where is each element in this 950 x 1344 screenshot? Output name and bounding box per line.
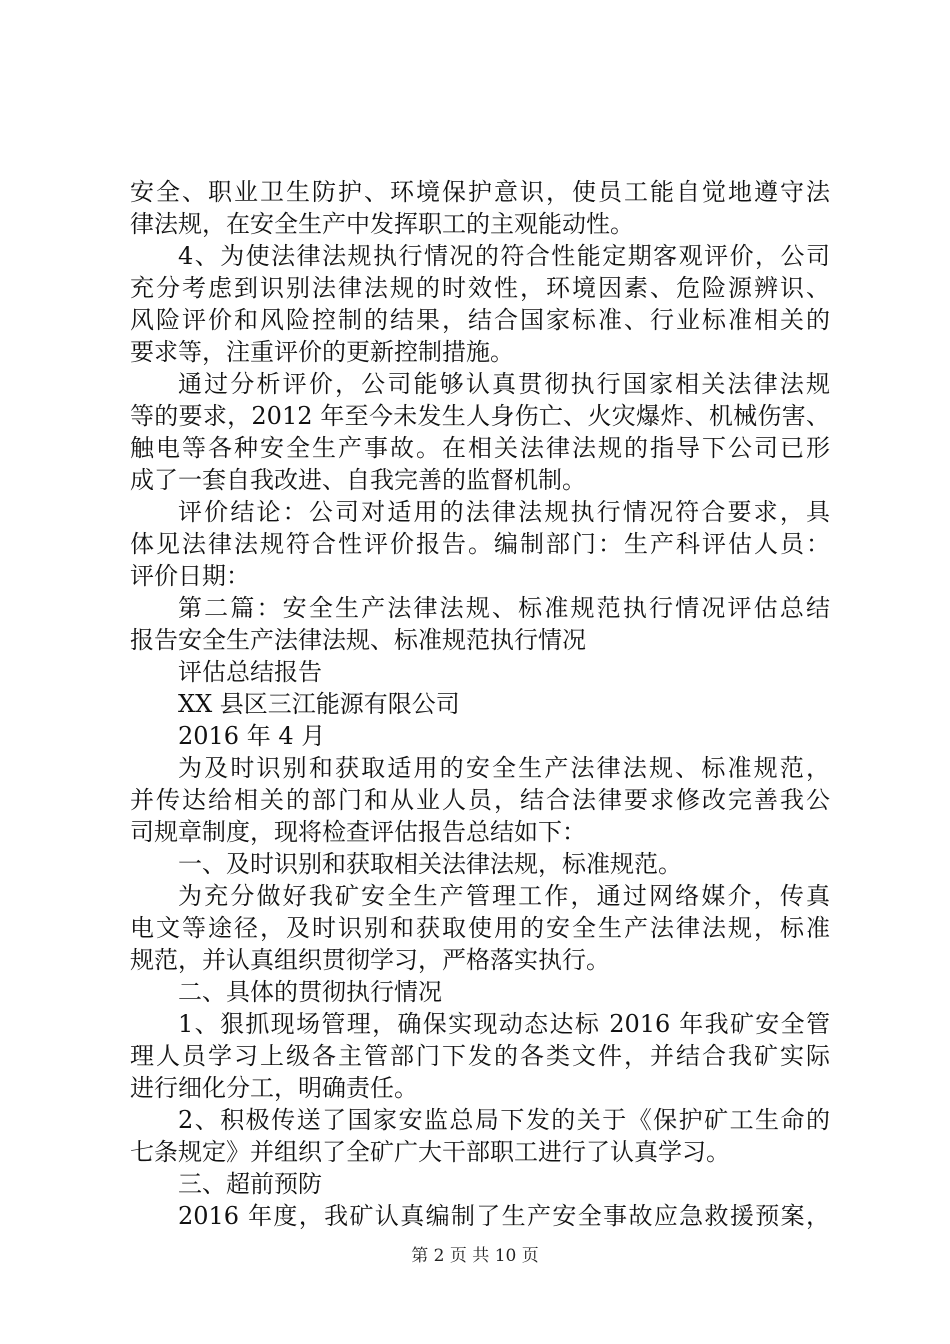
text-line: 为充分做好我矿安全生产管理工作，通过网络媒介，传真 bbox=[178, 882, 830, 910]
company-name: XX 县区三江能源有限公司 bbox=[178, 690, 460, 718]
text-line: 体见法律法规符合性评价报告。编制部门：生产科评估人员： bbox=[130, 530, 830, 558]
text-line: 充分考虑到识别法律法规的时效性，环境因素、危险源辨识、 bbox=[130, 274, 830, 302]
text-line: 七条规定》并组织了全矿广大干部职工进行了认真学习。 bbox=[130, 1138, 730, 1166]
text-line: 评价结论：公司对适用的法律法规执行情况符合要求，具 bbox=[178, 498, 830, 526]
text-line: 进行细化分工，明确责任。 bbox=[130, 1074, 418, 1102]
text-line: 4、为使法律法规执行情况的符合性能定期客观评价，公司 bbox=[178, 242, 830, 270]
text-line: 2016 年度，我矿认真编制了生产安全事故应急救援预案， bbox=[178, 1202, 830, 1230]
document-body bbox=[130, 176, 830, 1232]
page-number-footer: 第 2 页 共 10 页 bbox=[411, 1246, 539, 1266]
report-title: 评估总结报告 bbox=[178, 658, 322, 686]
text-line: 司规章制度，现将检查评估报告总结如下： bbox=[130, 818, 586, 846]
text-line: 要求等，注重评价的更新控制措施。 bbox=[130, 338, 514, 366]
text-line: 电文等途径，及时识别和获取使用的安全生产法律法规，标准 bbox=[130, 914, 830, 942]
text-line: 规范，并认真组织贯彻学习，严格落实执行。 bbox=[130, 946, 610, 974]
text-line: 风险评价和风险控制的结果，结合国家标准、行业标准相关的 bbox=[130, 306, 830, 334]
text-line: 等的要求，2012 年至今未发生人身伤亡、火灾爆炸、机械伤害、 bbox=[130, 402, 830, 430]
section-heading: 报告安全生产法律法规、标准规范执行情况 bbox=[130, 626, 586, 654]
section-heading: 第二篇：安全生产法律法规、标准规范执行情况评估总结 bbox=[178, 594, 830, 622]
text-line: 评价日期： bbox=[130, 562, 250, 590]
text-line: 律法规，在安全生产中发挥职工的主观能动性。 bbox=[130, 210, 634, 238]
report-date: 2016 年 4 月 bbox=[178, 722, 326, 750]
text-line: 2、积极传送了国家安监总局下发的关于《保护矿工生命的 bbox=[178, 1106, 830, 1134]
text-line: 1、狠抓现场管理，确保实现动态达标 2016 年我矿安全管 bbox=[178, 1010, 830, 1038]
text-line: 通过分析评价，公司能够认真贯彻执行国家相关法律法规 bbox=[178, 370, 830, 398]
section-heading: 二、具体的贯彻执行情况 bbox=[178, 978, 442, 1006]
text-line: 安全、职业卫生防护、环境保护意识，使员工能自觉地遵守法 bbox=[130, 178, 830, 206]
text-line: 理人员学习上级各主管部门下发的各类文件，并结合我矿实际 bbox=[130, 1042, 830, 1070]
text-line: 成了一套自我改进、自我完善的监督机制。 bbox=[130, 466, 586, 494]
text-line: 并传达给相关的部门和从业人员，结合法律要求修改完善我公 bbox=[130, 786, 830, 814]
section-heading: 一、及时识别和获取相关法律法规，标准规范。 bbox=[178, 850, 682, 878]
section-heading: 三、超前预防 bbox=[178, 1170, 322, 1198]
text-line: 触电等各种安全生产事故。在相关法律法规的指导下公司已形 bbox=[130, 434, 830, 462]
text-line: 为及时识别和获取适用的安全生产法律法规、标准规范， bbox=[178, 754, 830, 782]
